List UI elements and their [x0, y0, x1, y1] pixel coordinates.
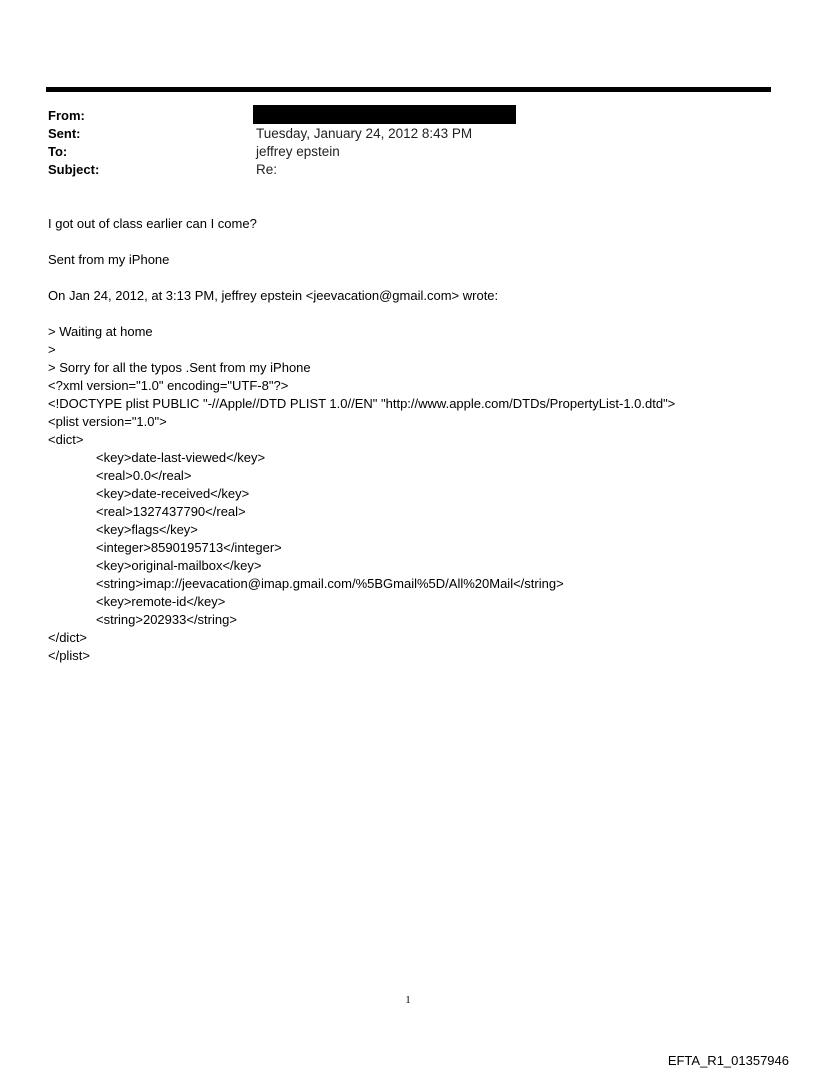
- signature-text: Sent from my iPhone: [48, 252, 170, 267]
- xml-line: <string>imap://jeevacation@imap.gmail.com/%5BGmail%5D/All%20Mail</string>: [96, 576, 564, 591]
- quote-line: >: [48, 342, 56, 357]
- page-number: 1: [405, 994, 411, 1006]
- message-text: I got out of class earlier can I come?: [48, 216, 257, 231]
- from-label: From:: [48, 108, 85, 123]
- xml-line: <!DOCTYPE plist PUBLIC "-//Apple//DTD PLIST 1.0//EN" "http://www.apple.com/DTDs/PropertyList-1.0.dtd">: [48, 396, 676, 411]
- xml-line: <key>flags</key>: [96, 522, 198, 537]
- quote-line: > Waiting at home: [48, 324, 153, 339]
- quote-line: > Sorry for all the typos .Sent from my iPhone: [48, 360, 311, 375]
- document-id: EFTA_R1_01357946: [667, 1053, 789, 1068]
- xml-line: <key>remote-id</key>: [96, 594, 226, 609]
- xml-block: [48, 377, 788, 665]
- xml-line: <key>original-mailbox</key>: [96, 558, 262, 573]
- xml-line: <real>1327437790</real>: [96, 504, 246, 519]
- sender-redaction: [253, 105, 516, 124]
- subject-label: Subject:: [48, 162, 100, 177]
- to-row: [48, 143, 748, 161]
- xml-line: <integer>8590195713</integer>: [96, 540, 282, 555]
- subject-row: [48, 161, 748, 179]
- email-body: [48, 215, 788, 665]
- sent-row: [48, 125, 748, 143]
- to-value: jeffrey epstein: [256, 144, 340, 159]
- xml-line: </plist>: [48, 648, 90, 663]
- xml-line: <dict>: [48, 432, 84, 447]
- sent-value: Tuesday, January 24, 2012 8:43 PM: [256, 126, 473, 141]
- xml-line: <real>0.0</real>: [96, 468, 192, 483]
- xml-line: <key>date-last-viewed</key>: [96, 450, 266, 465]
- xml-line: </dict>: [48, 630, 88, 645]
- to-label: To:: [48, 144, 68, 159]
- xml-line: <?xml version="1.0" encoding="UTF-8"?>: [48, 378, 289, 393]
- header-rule: [46, 87, 771, 92]
- subject-value: Re:: [256, 162, 278, 177]
- xml-line: <plist version="1.0">: [48, 414, 167, 429]
- quote-intro: On Jan 24, 2012, at 3:13 PM, jeffrey epstein <jeevacation@gmail.com> wrote:: [48, 288, 499, 303]
- sent-label: Sent:: [48, 126, 81, 141]
- xml-line: <key>date-received</key>: [96, 486, 250, 501]
- xml-line: <string>202933</string>: [96, 612, 237, 627]
